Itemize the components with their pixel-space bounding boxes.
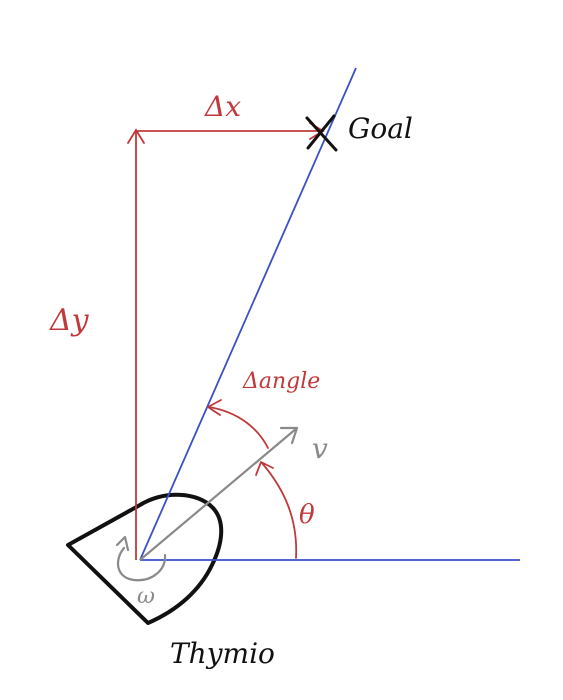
omega-arrowhead bbox=[117, 537, 128, 550]
theta-arc bbox=[262, 463, 296, 558]
robot-label: Thymio bbox=[170, 637, 275, 670]
goal-direction-line bbox=[140, 68, 356, 560]
omega-rotation-arc bbox=[118, 548, 165, 580]
goal-label: Goal bbox=[348, 112, 413, 145]
delta-x-label: Δx bbox=[205, 90, 242, 123]
velocity-label: v bbox=[312, 432, 328, 465]
delta-y-label: Δy bbox=[50, 303, 89, 338]
delta-angle-label: Δangle bbox=[243, 369, 321, 394]
theta-label: θ bbox=[299, 500, 315, 530]
omega-label: ω bbox=[137, 584, 155, 609]
